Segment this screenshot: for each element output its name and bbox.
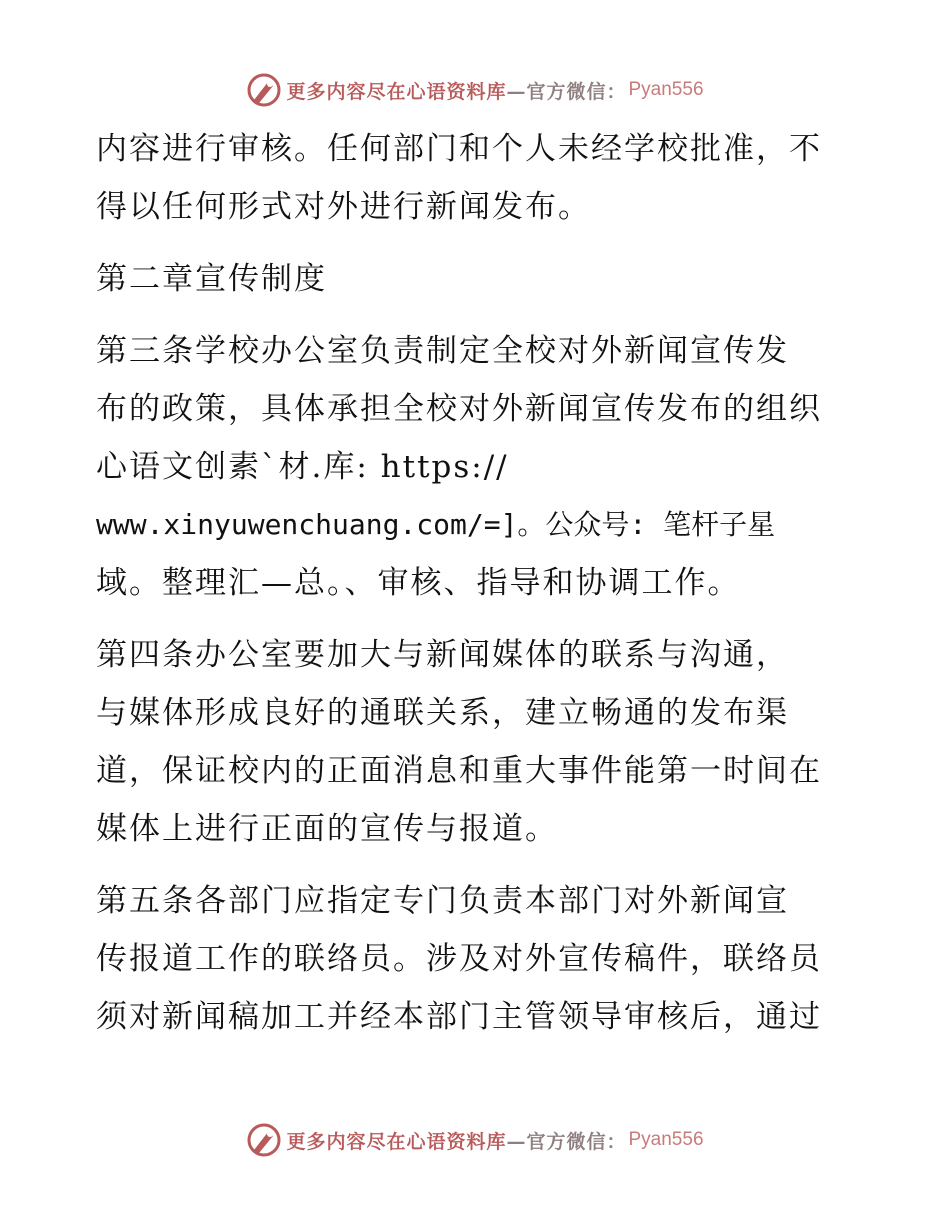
text-line: 传报道工作的联络员。涉及对外宣传稿件，联络员 <box>96 941 822 977</box>
footer-official-text: —官方微信： <box>506 1130 627 1153</box>
pen-logo-icon <box>246 1122 282 1158</box>
footer-library-text: 更多内容尽在心语资料库 <box>286 1130 507 1153</box>
text-line: 道，保证校内的正面消息和重大事件能第一时间在 <box>96 753 822 789</box>
text-line: 心语文创素`材.库: https:// <box>96 449 509 485</box>
text-line: 须对新闻稿加工并经本部门主管领导审核后，通过 <box>96 999 822 1035</box>
text-line: 媒体上进行正面的宣传与报道。 <box>96 811 558 847</box>
header-library-text: 更多内容尽在心语资料库 <box>286 80 507 103</box>
article-3 <box>96 322 856 612</box>
header-official-text: —官方微信： <box>506 80 627 103</box>
text-line: 内容进行审核。任何部门和个人未经学校批准，不 <box>96 131 822 167</box>
paragraph-1 <box>96 120 856 236</box>
article-5 <box>96 872 856 1046</box>
text-line: 第五条各部门应指定专门负责本部门对外新闻宣 <box>96 883 789 919</box>
footer-wechat-id: Pyan556 <box>628 1129 704 1150</box>
text-line: 布的政策，具体承担全校对外新闻宣传发布的组织 <box>96 391 822 427</box>
text-line: 得以任何形式对外进行新闻发布。 <box>96 189 591 225</box>
text-line: 与媒体形成良好的通联关系，建立畅通的发布渠 <box>96 695 789 731</box>
article-4 <box>96 626 856 858</box>
pen-logo-icon <box>246 72 282 108</box>
footer-watermark <box>0 1120 950 1160</box>
text-line: 第三条学校办公室负责制定全校对外新闻宣传发 <box>96 333 789 369</box>
text-line: 第二章宣传制度 <box>96 261 327 297</box>
chapter-heading <box>96 250 856 308</box>
header-watermark <box>0 70 950 110</box>
text-line-url: www.xinyuwenchuang.com/=]。公众号: 笔杆子星 <box>96 508 776 541</box>
header-wechat-id: Pyan556 <box>628 79 704 100</box>
document-body <box>96 120 856 1060</box>
text-line: 第四条办公室要加大与新闻媒体的联系与沟通， <box>96 637 789 673</box>
text-line: 域。整理汇—总。、审核、指导和协调工作。 <box>96 565 741 601</box>
